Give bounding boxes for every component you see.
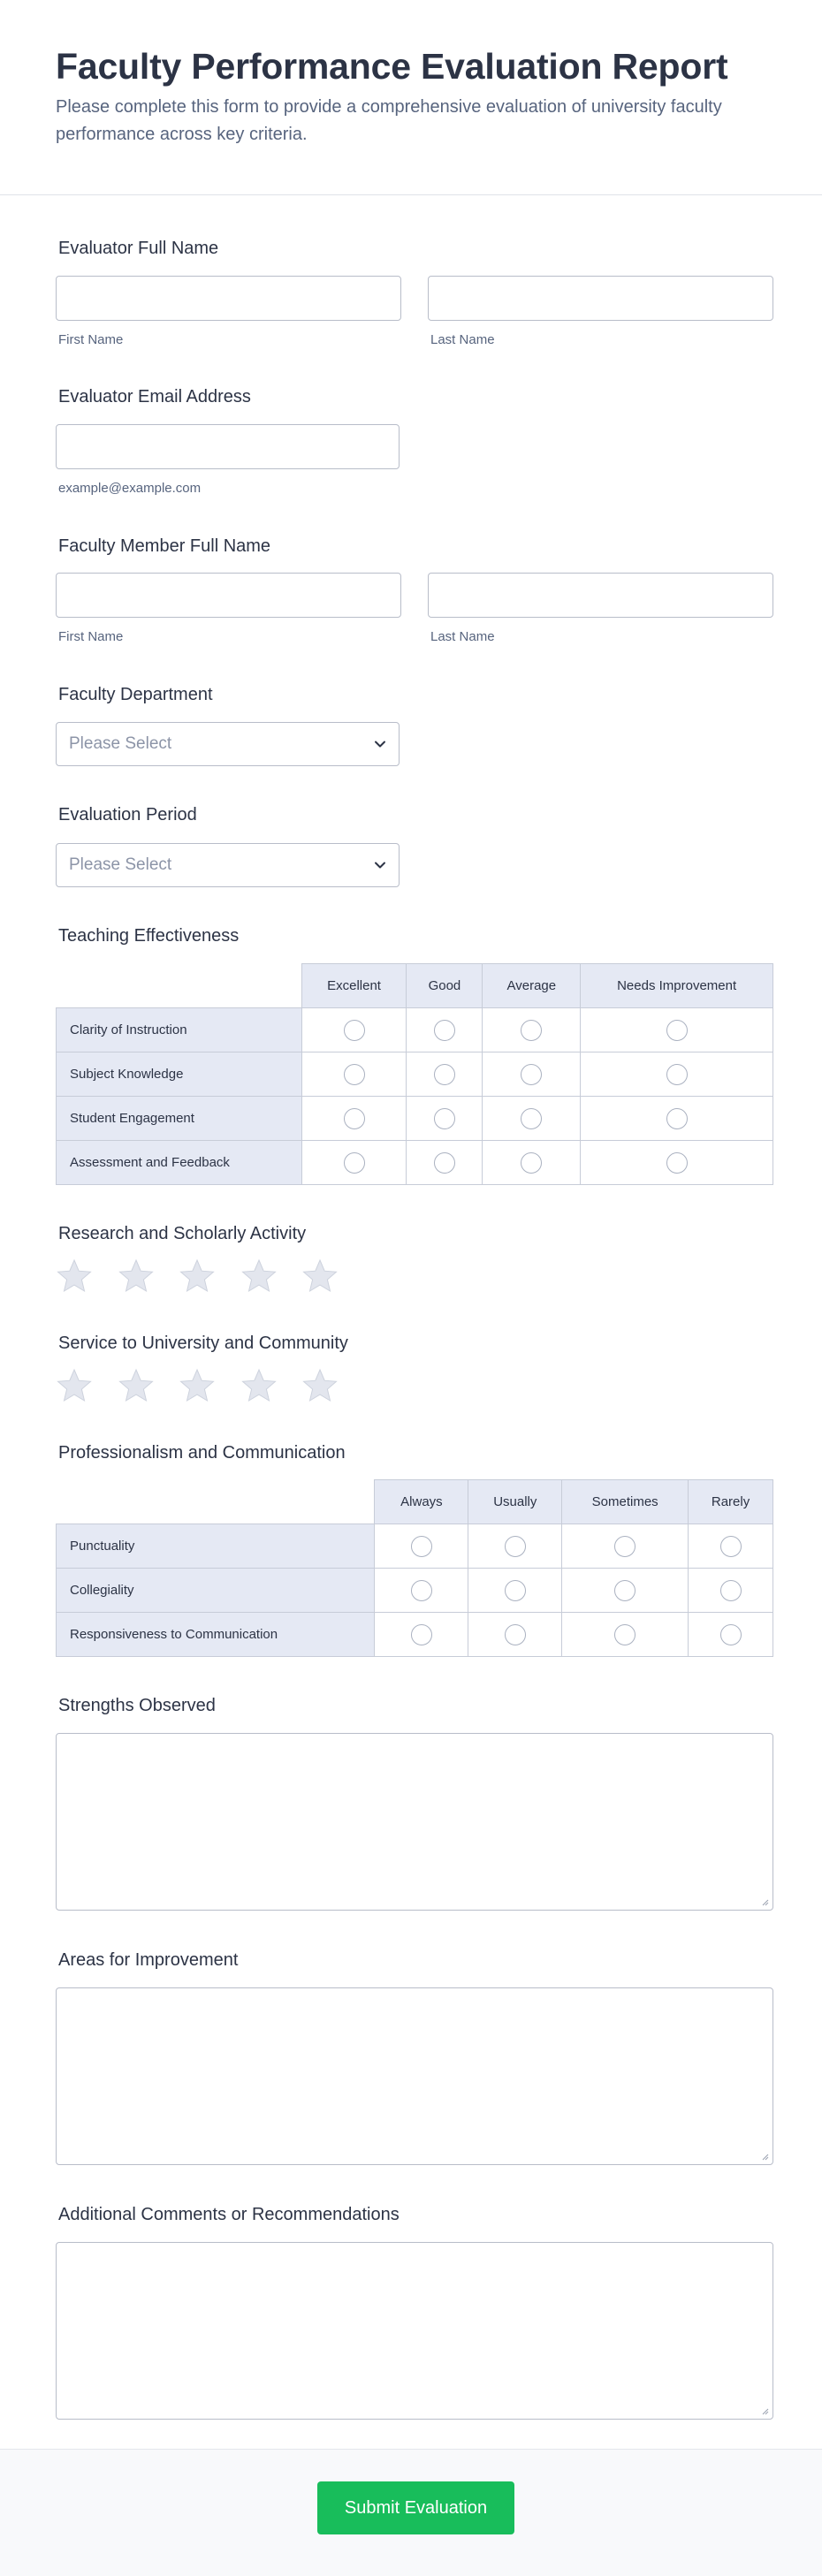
comments-label: Additional Comments or Recommendations xyxy=(58,2205,400,2224)
form-footer xyxy=(0,2449,822,2576)
column-header: Rarely xyxy=(689,1480,773,1524)
strengths-textarea[interactable] xyxy=(56,1733,773,1911)
star-icon[interactable] xyxy=(301,1368,339,1403)
radio-button[interactable] xyxy=(434,1020,455,1041)
resize-grip-icon[interactable] xyxy=(760,2152,769,2161)
period-label: Evaluation Period xyxy=(58,805,197,824)
matrix-row xyxy=(57,1097,773,1141)
row-label: Student Engagement xyxy=(57,1097,302,1141)
radio-button[interactable] xyxy=(434,1064,455,1085)
radio-button[interactable] xyxy=(666,1152,688,1174)
improvement-textarea[interactable] xyxy=(56,1987,773,2165)
department-label: Faculty Department xyxy=(58,685,213,704)
evaluator-name-label: Evaluator Full Name xyxy=(58,239,219,258)
star-icon[interactable] xyxy=(118,1258,155,1294)
column-header: Sometimes xyxy=(562,1480,689,1524)
radio-button[interactable] xyxy=(521,1152,542,1174)
radio-button[interactable] xyxy=(505,1536,526,1557)
star-icon[interactable] xyxy=(56,1368,93,1403)
radio-button[interactable] xyxy=(505,1624,526,1645)
resize-grip-icon[interactable] xyxy=(760,2406,769,2415)
radio-button[interactable] xyxy=(614,1536,636,1557)
matrix-row xyxy=(57,1524,773,1569)
row-label: Subject Knowledge xyxy=(57,1052,302,1097)
evaluator-first-name-input[interactable] xyxy=(56,276,401,321)
radio-button[interactable] xyxy=(344,1108,365,1129)
matrix-row xyxy=(57,1613,773,1657)
column-header: Average xyxy=(483,964,581,1008)
comments-textarea[interactable] xyxy=(56,2242,773,2420)
department-select[interactable] xyxy=(56,722,400,766)
submit-evaluation-button[interactable]: Submit Evaluation xyxy=(317,2481,514,2534)
department-placeholder: Please Select xyxy=(69,734,172,753)
evaluator-last-name-sublabel: Last Name xyxy=(430,332,495,347)
form-title: Faculty Performance Evaluation Report xyxy=(56,46,728,87)
period-select[interactable] xyxy=(56,843,400,887)
professionalism-label: Professionalism and Communication xyxy=(58,1443,346,1463)
row-label: Responsiveness to Communication xyxy=(57,1613,375,1657)
teaching-label: Teaching Effectiveness xyxy=(58,926,240,946)
matrix-row xyxy=(57,1052,773,1097)
teaching-matrix xyxy=(56,963,773,1185)
star-icon[interactable] xyxy=(240,1258,278,1294)
professionalism-matrix xyxy=(56,1479,773,1657)
period-placeholder: Please Select xyxy=(69,855,172,874)
radio-button[interactable] xyxy=(666,1064,688,1085)
matrix-row xyxy=(57,1008,773,1052)
resize-grip-icon[interactable] xyxy=(760,1897,769,1906)
matrix-row xyxy=(57,1141,773,1185)
evaluator-email-sublabel: example@example.com xyxy=(58,481,202,496)
chevron-down-icon xyxy=(372,736,388,752)
radio-button[interactable] xyxy=(720,1580,742,1601)
radio-button[interactable] xyxy=(411,1580,432,1601)
evaluator-email-label: Evaluator Email Address xyxy=(58,387,251,407)
radio-button[interactable] xyxy=(666,1108,688,1129)
column-header: Excellent xyxy=(301,964,407,1008)
faculty-last-name-input[interactable] xyxy=(428,573,773,618)
row-label: Assessment and Feedback xyxy=(57,1141,302,1185)
radio-button[interactable] xyxy=(434,1152,455,1174)
radio-button[interactable] xyxy=(521,1064,542,1085)
row-label: Collegiality xyxy=(57,1569,375,1613)
radio-button[interactable] xyxy=(614,1624,636,1645)
service-label: Service to University and Community xyxy=(58,1334,348,1353)
radio-button[interactable] xyxy=(344,1064,365,1085)
star-icon[interactable] xyxy=(240,1368,278,1403)
faculty-first-name-input[interactable] xyxy=(56,573,401,618)
matrix-corner xyxy=(57,964,302,1008)
star-icon[interactable] xyxy=(179,1368,216,1403)
strengths-label: Strengths Observed xyxy=(58,1696,216,1715)
service-star-rating xyxy=(56,1368,356,1403)
improvement-label: Areas for Improvement xyxy=(58,1950,239,1970)
chevron-down-icon xyxy=(372,857,388,873)
radio-button[interactable] xyxy=(344,1152,365,1174)
radio-button[interactable] xyxy=(720,1624,742,1645)
radio-button[interactable] xyxy=(521,1020,542,1041)
radio-button[interactable] xyxy=(411,1536,432,1557)
column-header: Always xyxy=(375,1480,468,1524)
radio-button[interactable] xyxy=(521,1108,542,1129)
radio-button[interactable] xyxy=(434,1108,455,1129)
star-icon[interactable] xyxy=(118,1368,155,1403)
evaluator-email-input[interactable] xyxy=(56,424,400,469)
radio-button[interactable] xyxy=(666,1020,688,1041)
radio-button[interactable] xyxy=(720,1536,742,1557)
radio-button[interactable] xyxy=(411,1624,432,1645)
faculty-last-name-sublabel: Last Name xyxy=(430,629,495,644)
evaluator-last-name-input[interactable] xyxy=(428,276,773,321)
star-icon[interactable] xyxy=(301,1258,339,1294)
column-header: Usually xyxy=(468,1480,562,1524)
evaluator-first-name-sublabel: First Name xyxy=(58,332,124,347)
radio-button[interactable] xyxy=(505,1580,526,1601)
star-icon[interactable] xyxy=(179,1258,216,1294)
radio-button[interactable] xyxy=(344,1020,365,1041)
research-star-rating xyxy=(56,1258,356,1294)
matrix-row xyxy=(57,1569,773,1613)
column-header: Good xyxy=(407,964,483,1008)
faculty-name-label: Faculty Member Full Name xyxy=(58,536,271,556)
research-label: Research and Scholarly Activity xyxy=(58,1224,307,1243)
column-header: Needs Improvement xyxy=(581,964,773,1008)
row-label: Clarity of Instruction xyxy=(57,1008,302,1052)
form-description: Please complete this form to provide a comprehensive evaluation of university faculty performance across key criteria. xyxy=(56,97,722,144)
radio-button[interactable] xyxy=(614,1580,636,1601)
row-label: Punctuality xyxy=(57,1524,375,1569)
form-header xyxy=(0,0,822,195)
matrix-corner xyxy=(57,1480,375,1524)
faculty-first-name-sublabel: First Name xyxy=(58,629,124,644)
star-icon[interactable] xyxy=(56,1258,93,1294)
